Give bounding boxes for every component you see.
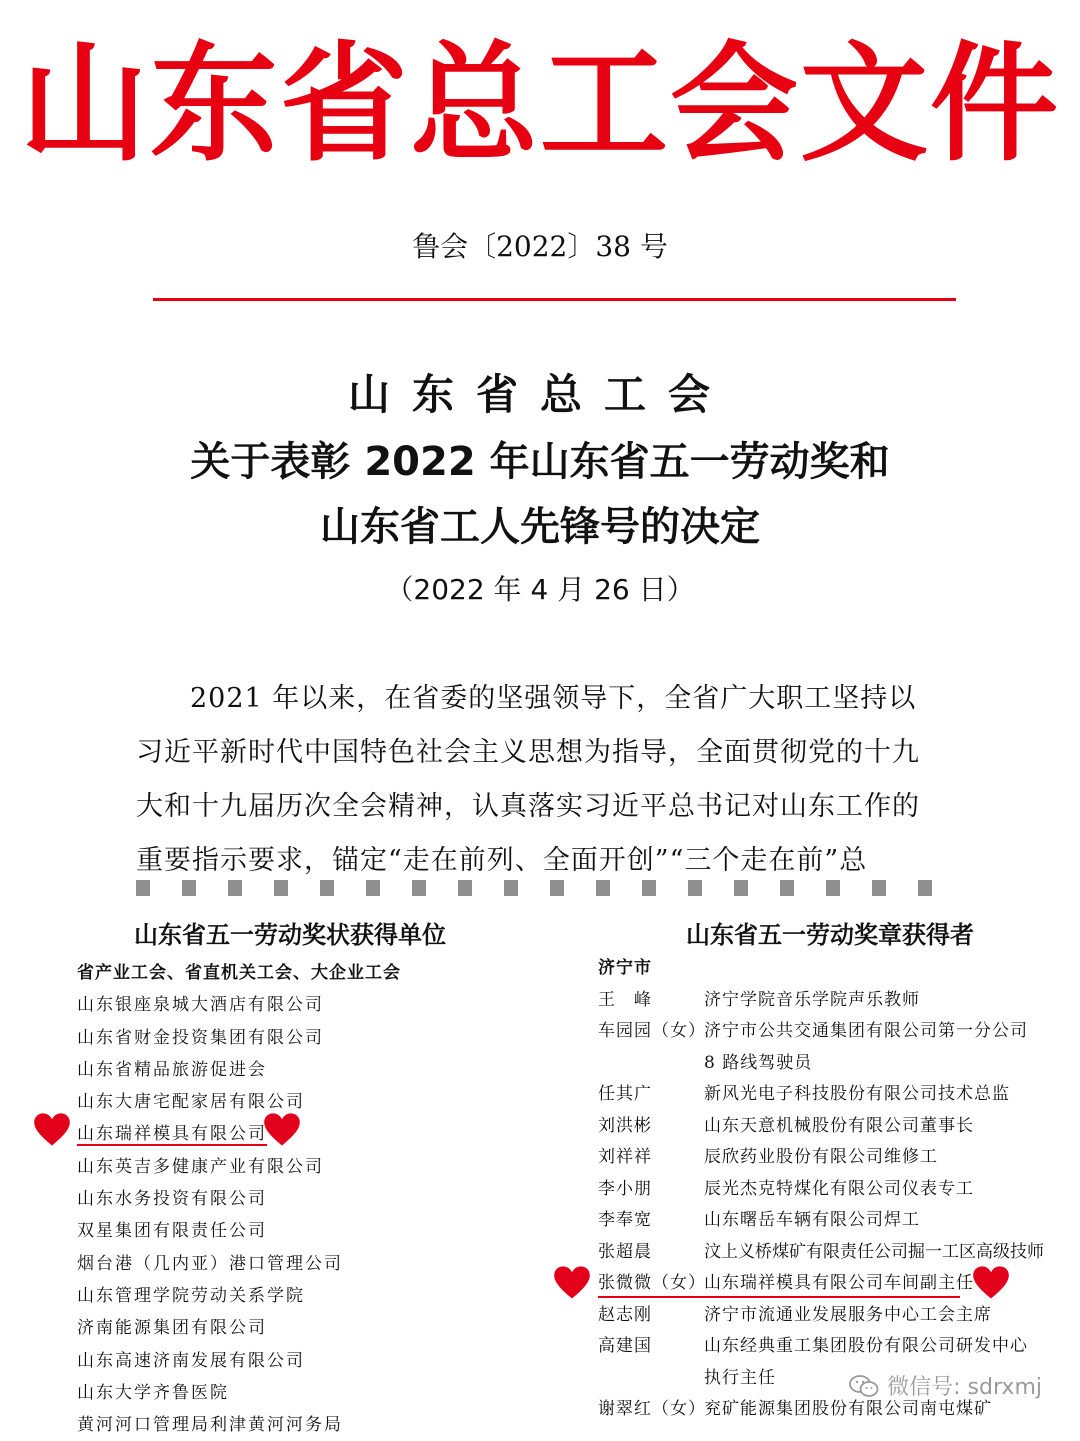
list-item: 烟台港（几内亚）港口管理公司: [77, 1253, 343, 1274]
city-heading: 济宁市: [598, 958, 652, 978]
list-item: 双星集团有限责任公司: [77, 1221, 267, 1242]
recipient-name: 李奉宽: [598, 1210, 652, 1230]
document-date: （2022 年 4 月 26 日）: [385, 573, 695, 606]
recipient-name: 王 峰: [598, 989, 652, 1010]
recipient-name: 李小朋: [598, 1178, 652, 1199]
body-line: 重要指示要求，锚定“走在前列、全面开创”“三个走在前”总: [136, 845, 868, 876]
unit-category: 省产业工会、省直机关工会、大企业工会: [77, 963, 401, 983]
recipient-name: 刘祥祥: [598, 1147, 652, 1167]
highlighted-unit: [77, 1118, 401, 1150]
table-row: [598, 1173, 974, 1205]
wechat-icon: [849, 1374, 879, 1398]
table-row: [598, 1110, 974, 1142]
table-row: [598, 1078, 1010, 1110]
medal-recipients-title: 山东省五一劳动奖章获得者: [686, 921, 974, 949]
list-item: 山东管理学院劳动关系学院: [77, 1285, 305, 1306]
award-units-title: 山东省五一劳动奖状获得单位: [134, 921, 446, 949]
recipient-name: 张微微（女）: [598, 1273, 706, 1293]
table-row: [598, 1141, 960, 1173]
recipient-desc: 山东经典重工集团股份有限公司研发中心: [704, 1336, 1028, 1356]
recipient-desc: 辰光杰克特煤化有限公司仪表专工: [704, 1178, 974, 1199]
highlighted-recipient-row: [598, 1267, 974, 1299]
table-row: [598, 1204, 960, 1236]
decision-title-line2: 山东省工人先锋号的决定: [320, 504, 760, 550]
recipient-name: 高建国: [598, 1336, 652, 1356]
list-item: 黄河河口管理局利津黄河河务局: [77, 1415, 343, 1436]
list-item: 山东省精品旅游促进会: [77, 1059, 267, 1080]
recipient-name: 车园园（女）: [598, 1021, 706, 1041]
wechat-watermark: [849, 1370, 1042, 1401]
recipient-name: 刘洪彬: [598, 1115, 652, 1136]
document-number: 鲁会〔2022〕38 号: [412, 230, 668, 263]
highlighted-unit-text: 山东瑞祥模具有限公司: [77, 1124, 267, 1145]
masthead-title: 山东省总工会文件: [19, 30, 1060, 179]
heart-icon: [553, 1265, 591, 1301]
recipient-desc: 8 路线驾驶员: [704, 1052, 813, 1073]
table-row: [598, 1330, 1028, 1362]
table-row: [598, 1047, 960, 1079]
decision-title-line1: 关于表彰 2022 年山东省五一劳动奖和: [190, 439, 890, 485]
recipient-name: 谢翠红（女）: [598, 1399, 706, 1419]
list-item: 山东大学齐鲁医院: [77, 1382, 229, 1403]
heart-icon: [263, 1112, 301, 1148]
list-item: 山东大唐宅配家居有限公司: [77, 1092, 305, 1113]
recipient-name: 张超晨: [598, 1241, 652, 1262]
table-row: [598, 1015, 1028, 1047]
award-units-list: [77, 957, 401, 1441]
red-divider: [153, 298, 956, 301]
recipient-desc: 新风光电子科技股份有限公司技术总监: [704, 1084, 1010, 1104]
body-paragraph: [136, 672, 956, 888]
table-row: [598, 984, 960, 1016]
list-item: 山东银座泉城大酒店有限公司: [77, 995, 324, 1016]
table-row: [598, 1236, 1044, 1268]
heart-icon: [33, 1112, 71, 1148]
recipient-name: 任其广: [598, 1084, 652, 1104]
recipient-desc: 辰欣药业股份有限公司维修工: [704, 1147, 938, 1167]
table-row: [598, 1299, 992, 1331]
list-item: 山东高速济南发展有限公司: [77, 1350, 305, 1371]
heart-icon: [972, 1265, 1010, 1301]
body-line: 习近平新时代中国特色社会主义思想为指导，全面贯彻党的十九: [136, 737, 920, 768]
recipient-name: 赵志刚: [598, 1304, 652, 1325]
recipient-desc: 兖矿能源集团股份有限公司南屯煤矿: [704, 1399, 992, 1419]
issuer-title: 山东省总工会: [347, 370, 732, 419]
watermark-text: 微信号: sdrxmj: [887, 1375, 1042, 1400]
body-line: 大和十九届历次全会精神，认真落实习近平总书记对山东工作的: [136, 791, 920, 822]
recipient-desc: 山东瑞祥模具有限公司车间副主任: [704, 1273, 974, 1293]
recipient-desc: 济宁市流通业发展服务中心工会主席: [704, 1304, 992, 1325]
recipient-desc: 山东曙岳车辆有限公司焊工: [704, 1210, 920, 1230]
list-item: 山东英吉多健康产业有限公司: [77, 1156, 324, 1177]
recipient-desc: 济宁学院音乐学院声乐教师: [704, 989, 920, 1010]
list-item: 济南能源集团有限公司: [77, 1318, 267, 1339]
recipient-desc: 汶上义桥煤矿有限责任公司掘一工区高级技师: [704, 1241, 1044, 1262]
city-heading-row: [598, 952, 960, 984]
recipient-desc: 山东天意机械股份有限公司董事长: [704, 1115, 974, 1136]
body-line: 2021 年以来，在省委的坚强领导下，全省广大职工坚持以: [190, 683, 917, 714]
list-item: 山东水务投资有限公司: [77, 1189, 267, 1210]
collage-divider: [0, 896, 1080, 906]
recipient-desc: 济宁市公共交通集团有限公司第一分公司: [704, 1021, 1028, 1041]
recipient-desc: 执行主任: [704, 1367, 776, 1388]
list-item: 山东省财金投资集团有限公司: [77, 1027, 324, 1048]
